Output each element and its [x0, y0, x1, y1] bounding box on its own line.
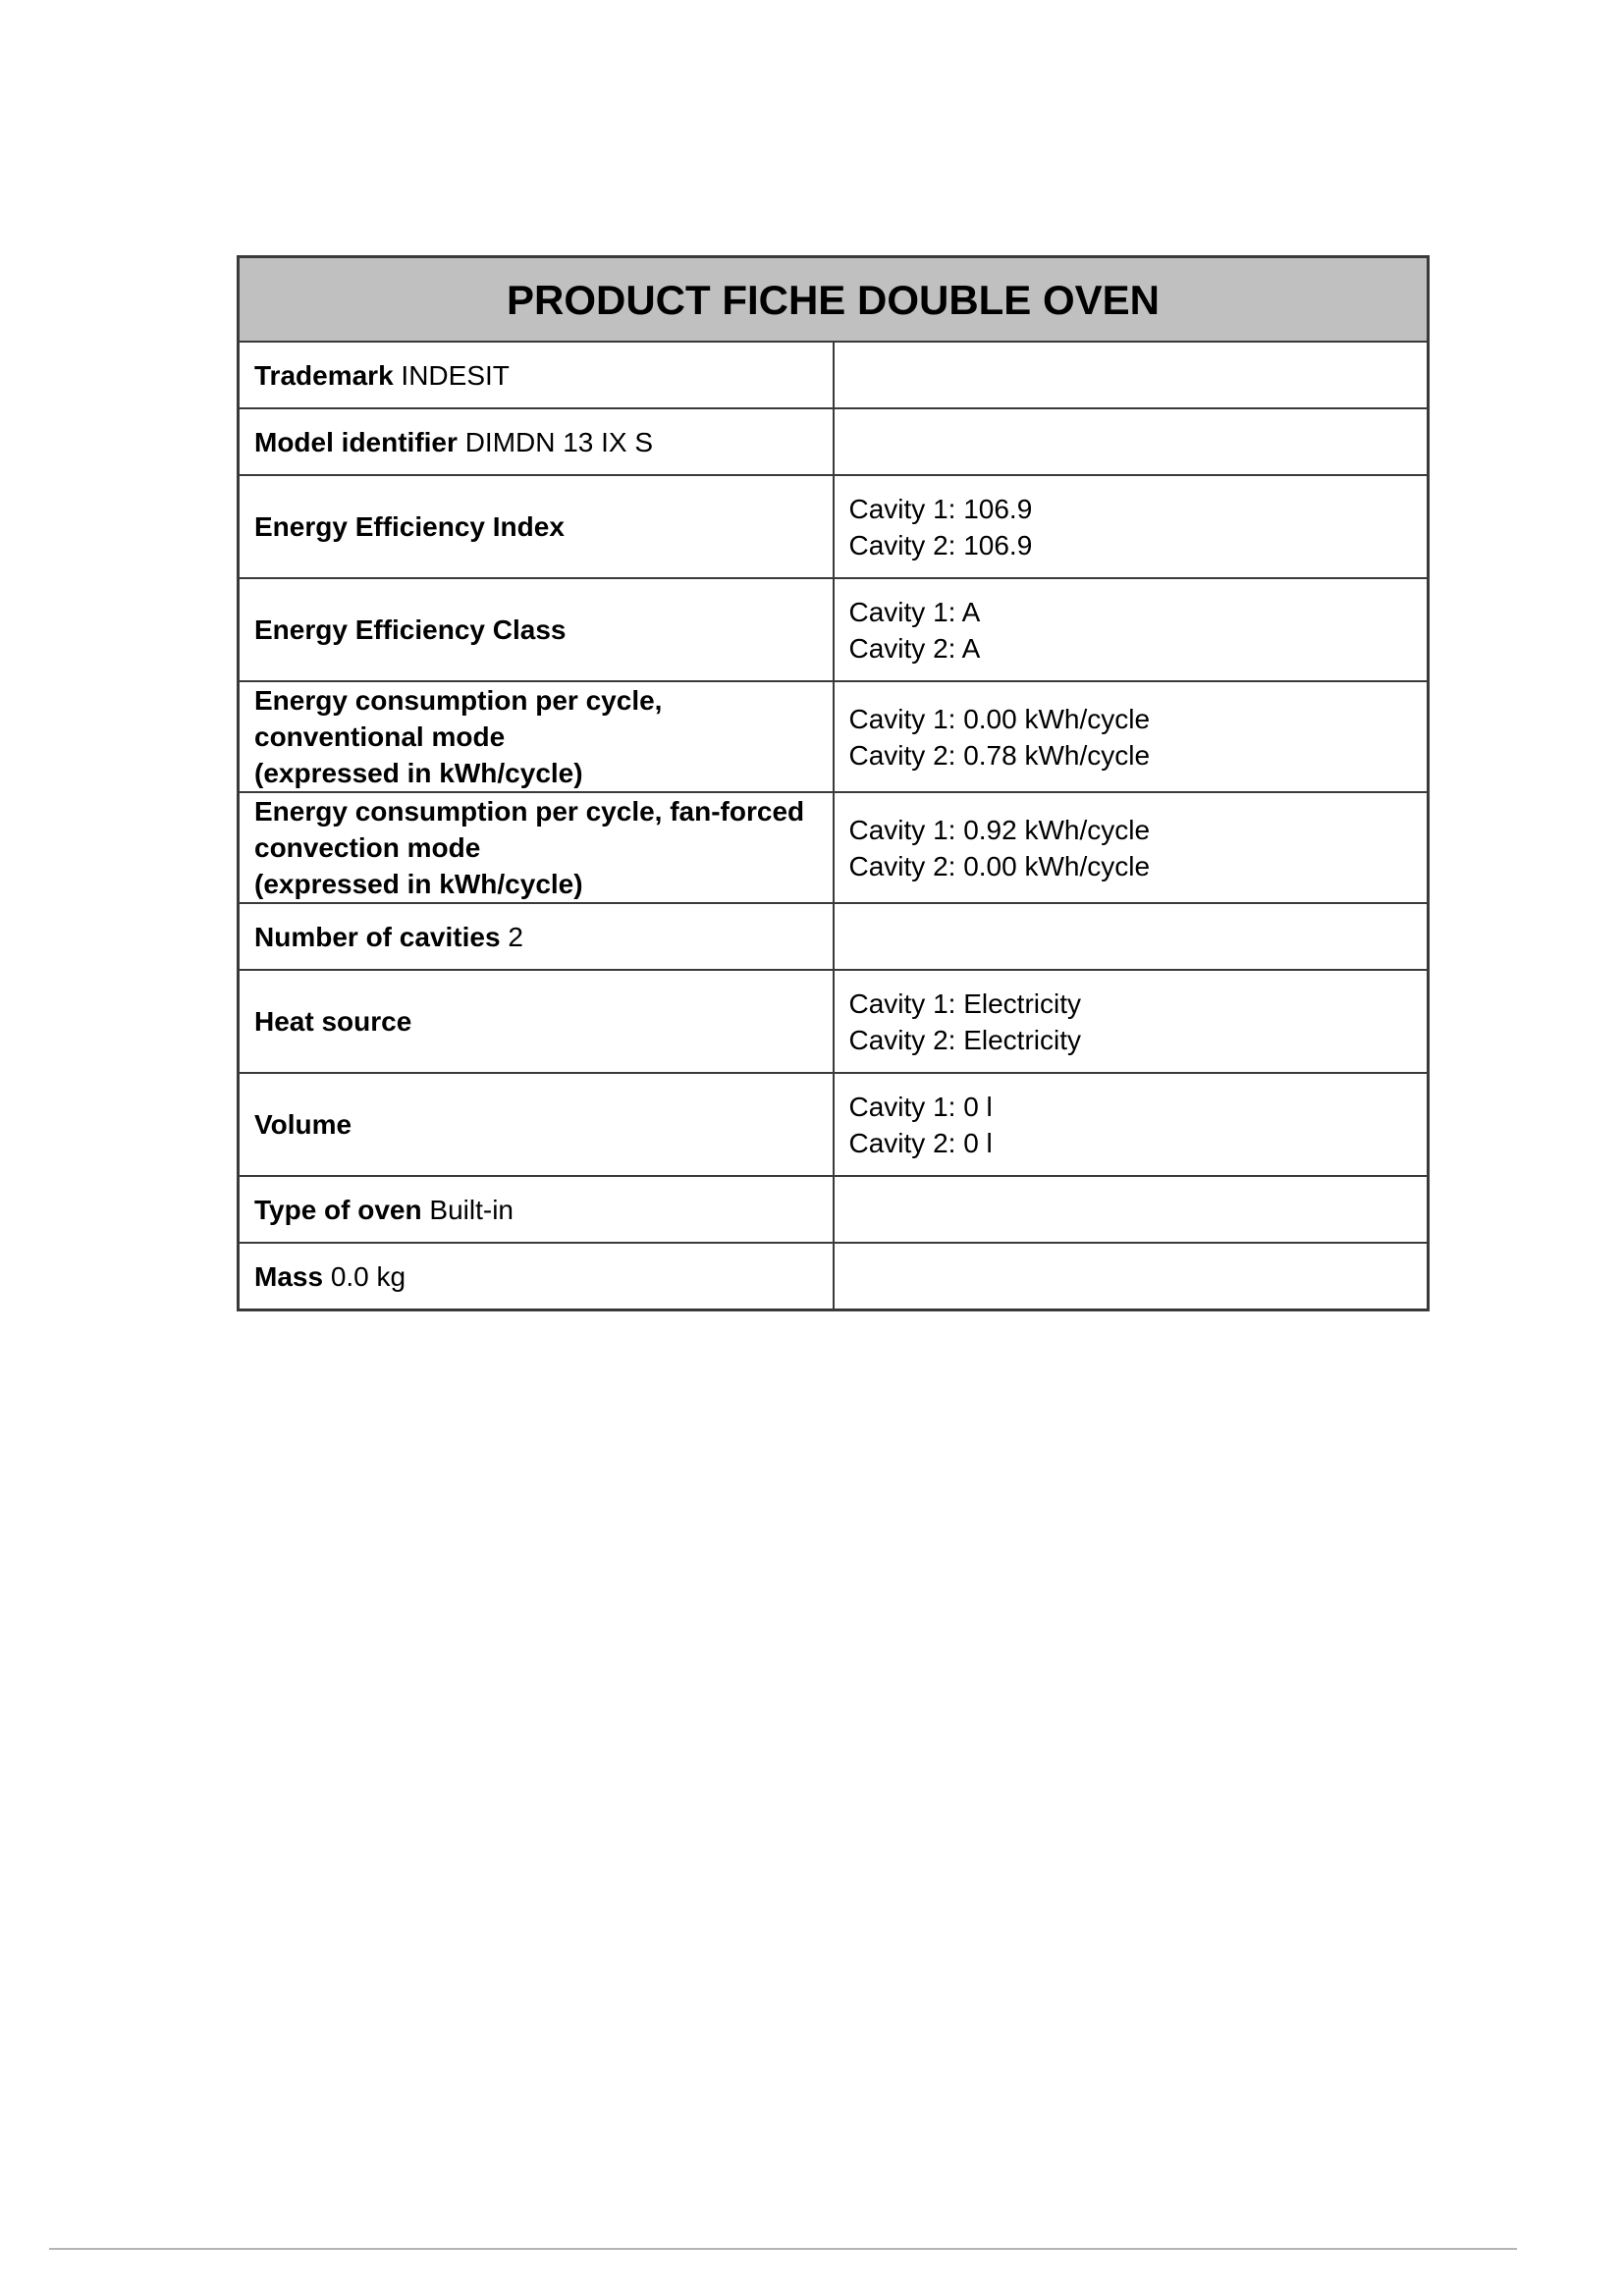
title-row — [239, 257, 1429, 343]
table-row — [239, 792, 1429, 903]
table-row — [239, 1073, 1429, 1176]
table-row — [239, 408, 1429, 475]
table-row — [239, 342, 1429, 408]
row-label: Energy Efficiency Class — [254, 614, 567, 645]
table-row — [239, 681, 1429, 792]
cavity-2-value: Cavity 2: Electricity — [848, 1024, 1081, 1055]
row-value-cell — [834, 970, 1429, 1073]
row-label: Number of cavities — [254, 921, 501, 952]
cavity-1-value: Cavity 1: 106.9 — [848, 493, 1033, 524]
table-row — [239, 578, 1429, 681]
row-inline-value: DIMDN 13 IX S — [464, 426, 654, 457]
row-label-cell — [239, 903, 834, 970]
row-value-cell — [834, 342, 1429, 408]
row-inline-value: INDESIT — [401, 359, 510, 391]
cavity-2-value: Cavity 2: A — [848, 632, 981, 664]
cavity-2-value: Cavity 2: 106.9 — [848, 529, 1033, 561]
cavity-1-value: Cavity 1: 0.00 kWh/cycle — [848, 703, 1151, 734]
row-label-cell — [239, 970, 834, 1073]
row-label-cell — [239, 475, 834, 578]
row-label-cell — [239, 342, 834, 408]
table-row — [239, 475, 1429, 578]
row-label-cell — [239, 1073, 834, 1176]
product-fiche-table — [237, 255, 1430, 1311]
row-label: Model identifier — [254, 426, 458, 457]
row-label-cell — [239, 1243, 834, 1310]
cavity-2-value: Cavity 2: 0 l — [848, 1127, 993, 1158]
row-label-unit: (expressed in kWh/cycle) — [254, 758, 583, 788]
cavity-2-value: Cavity 2: 0.78 kWh/cycle — [848, 739, 1151, 771]
row-label-cell — [239, 792, 834, 903]
table-row — [239, 1243, 1429, 1310]
cavity-1-value: Cavity 1: Electricity — [848, 988, 1081, 1019]
row-value-cell — [834, 1073, 1429, 1176]
row-label: Type of oven — [254, 1194, 422, 1225]
row-value-cell — [834, 792, 1429, 903]
cavity-2-value: Cavity 2: 0.00 kWh/cycle — [848, 850, 1151, 881]
row-value-cell — [834, 408, 1429, 475]
row-inline-value: Built-in — [429, 1194, 514, 1225]
row-label-cell — [239, 408, 834, 475]
row-value-cell — [834, 578, 1429, 681]
row-value-cell — [834, 1243, 1429, 1310]
cavity-1-value: Cavity 1: 0 l — [848, 1091, 993, 1122]
row-value-cell — [834, 1176, 1429, 1243]
row-inline-value: 0.0 kg — [330, 1260, 406, 1292]
row-label: Mass — [254, 1260, 324, 1292]
cavity-1-value: Cavity 1: A — [848, 596, 981, 627]
row-value-cell — [834, 681, 1429, 792]
fiche-title: PRODUCT FICHE DOUBLE OVEN — [239, 257, 1429, 343]
row-label-cell — [239, 578, 834, 681]
row-label: Trademark — [254, 359, 394, 391]
row-value-cell — [834, 475, 1429, 578]
row-label: Energy Efficiency Index — [254, 511, 565, 542]
table-row — [239, 903, 1429, 970]
row-value-cell — [834, 903, 1429, 970]
table-row — [239, 1176, 1429, 1243]
row-label: Energy consumption per cycle, conventional mode — [254, 685, 663, 752]
row-label-cell — [239, 1176, 834, 1243]
row-label: Volume — [254, 1109, 352, 1140]
table-row — [239, 970, 1429, 1073]
cavity-1-value: Cavity 1: 0.92 kWh/cycle — [848, 814, 1151, 845]
row-inline-value: 2 — [508, 921, 523, 952]
footer-divider — [49, 2248, 1517, 2250]
row-label: Heat source — [254, 1006, 412, 1037]
row-label: Energy consumption per cycle, fan-forced convection mode — [254, 796, 805, 863]
row-label-cell — [239, 681, 834, 792]
row-label-unit: (expressed in kWh/cycle) — [254, 869, 583, 899]
